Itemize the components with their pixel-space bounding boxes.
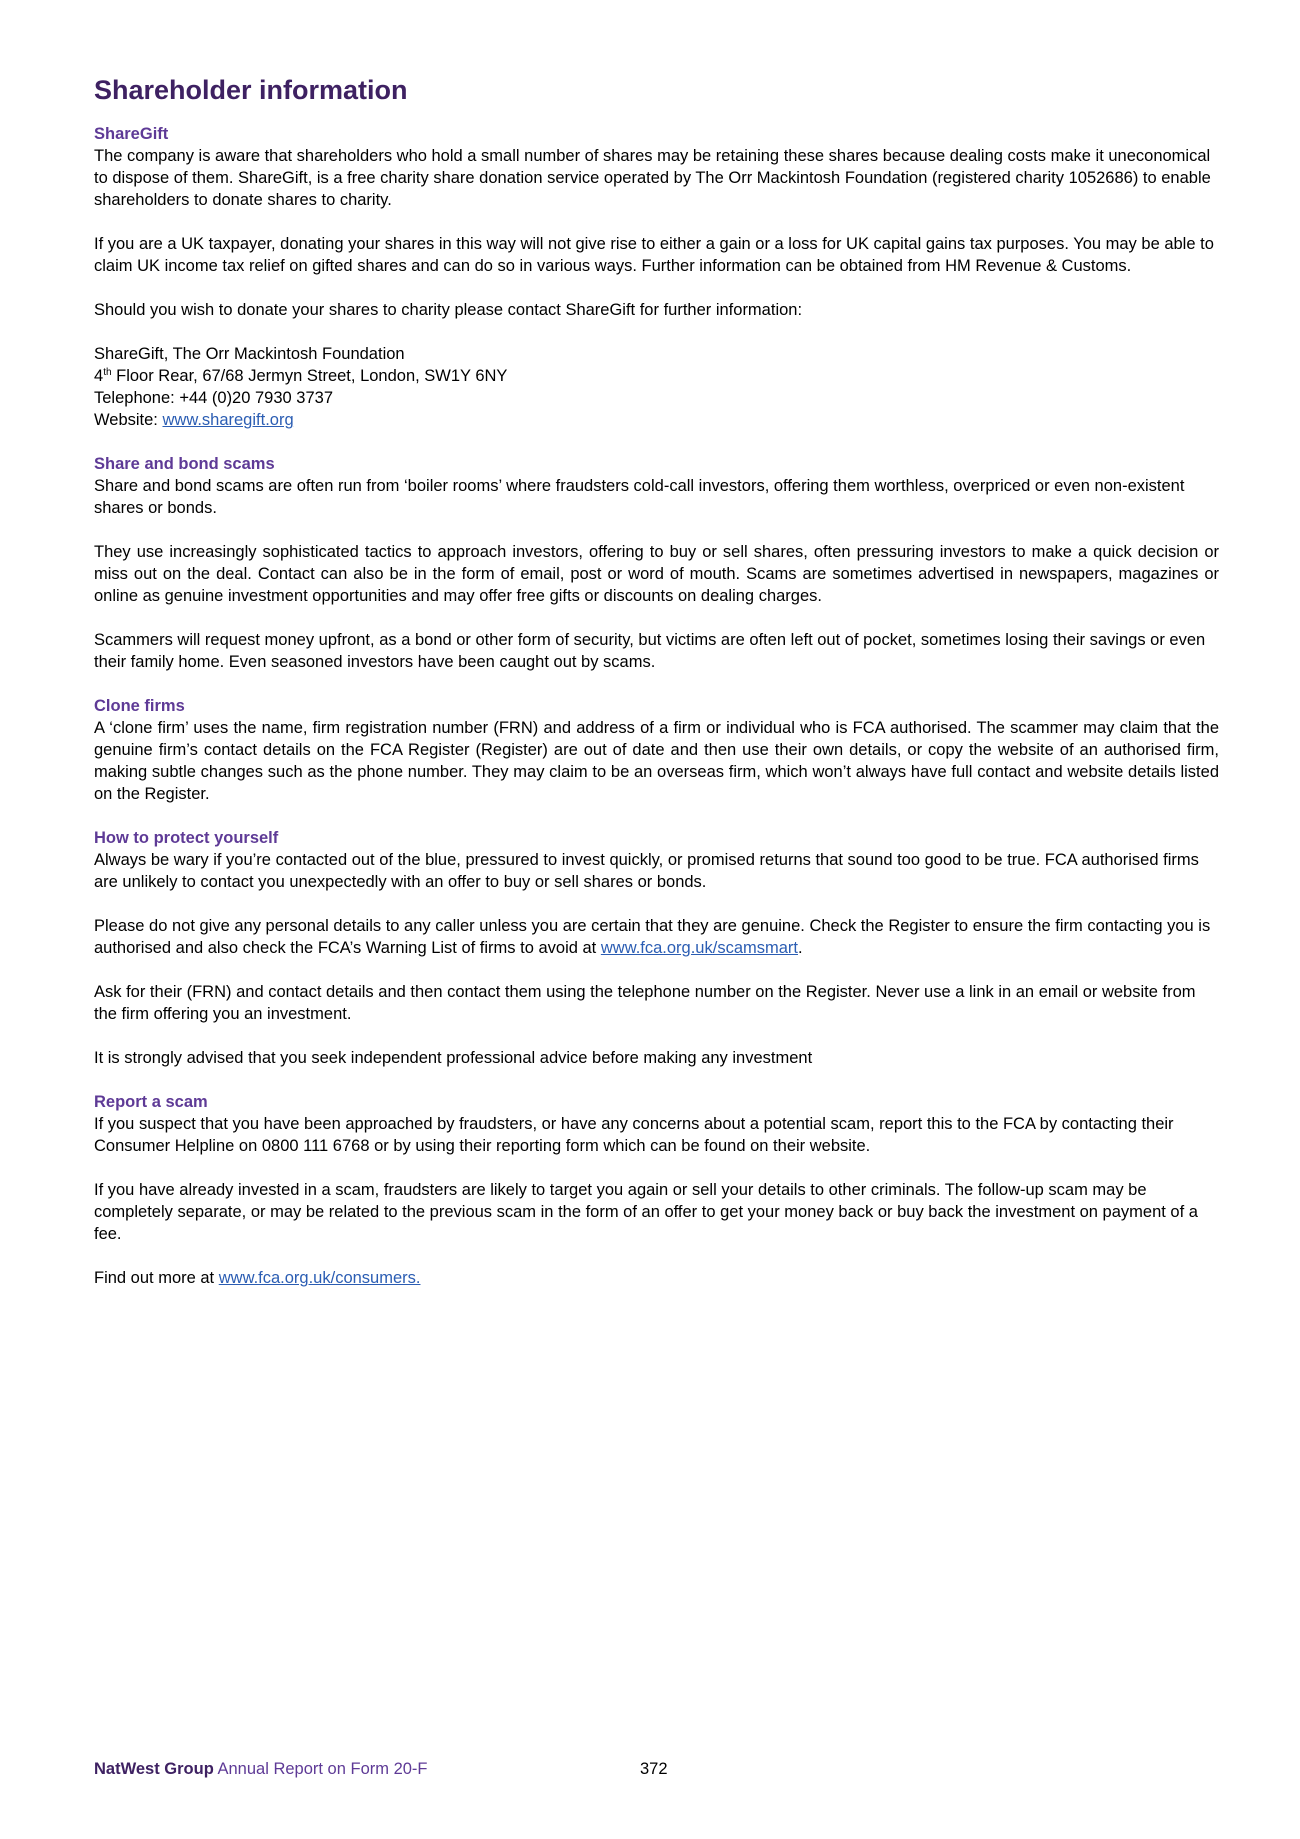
scams-paragraph-1: Share and bond scams are often run from ‘boiler rooms’ where fraudsters cold-call investors, offering them worthless, overpriced or even non-existent shares or bonds. <box>94 477 1185 518</box>
website-label: Website: <box>94 411 163 430</box>
scamsmart-link[interactable]: www.fca.org.uk/scamsmart <box>600 939 798 958</box>
protect-paragraph-1: Always be wary if you’re contacted out of the blue, pressured to invest quickly, or promised returns that sound too good to be true. FCA authorised firms are unlikely to contact you unexpectedly with an offer to buy or sell shares or bonds. <box>94 851 1199 892</box>
address-floor-suffix: th <box>103 367 112 379</box>
protect-paragraph-3: Ask for their (FRN) and contact details and then contact them using the telephone number on the Register. Never use a link in an email or website from the firm offering you an investment. <box>94 983 1196 1024</box>
sharegift-address <box>94 343 1219 431</box>
report-section <box>94 1091 1219 1289</box>
scams-section <box>94 453 1219 673</box>
report-paragraph-2: If you have already invested in a scam, fraudsters are likely to target you again or sell your details to other criminals. The follow-up scam may be completely separate, or may be related to the previous scam in the form of an offer to get your money back or buy back the investment on payment of a fee. <box>94 1181 1198 1244</box>
page-number: 372 <box>640 1760 668 1778</box>
report-paragraph-1: If you suspect that you have been approached by fraudsters, or have any concerns about a potential scam, report this to the FCA by contacting their Consumer Helpline on 0800 111 6768 or by using their reporting form which can be found on their website. <box>94 1115 1174 1156</box>
page-content <box>94 74 1219 1311</box>
address-name: ShareGift, The Orr Mackintosh Foundation <box>94 345 405 364</box>
protect-paragraph-2-text: Please do not give any personal details to any caller unless you are certain that they are genuine. Check the Register to ensure the firm contacting you is authorised and also check the FCA’s Warning List of firms to avoid at <box>94 917 1211 958</box>
report-paragraph-3-text: Find out more at <box>94 1269 219 1288</box>
protect-section <box>94 827 1219 1069</box>
scams-paragraph-2: They use increasingly sophisticated tactics to approach investors, offering to buy or sell shares, often pressuring investors to make a quick decision or miss out on the deal. Contact can also be in the form of email, post or word of mouth. Scams are sometimes advertised in newspapers, magazines or online as genuine investment opportunities and may offer free gifts or discounts on dealing charges. <box>94 543 1219 606</box>
clone-heading: Clone firms <box>94 697 185 716</box>
protect-paragraph-4: It is strongly advised that you seek independent professional advice before making any investment <box>94 1049 813 1068</box>
page-footer <box>94 1758 1219 1780</box>
clone-section <box>94 695 1219 805</box>
sharegift-paragraph-3: Should you wish to donate your shares to charity please contact ShareGift for further information: <box>94 301 803 320</box>
scams-paragraph-3: Scammers will request money upfront, as a bond or other form of security, but victims are often left out of pocket, sometimes losing their savings or even their family home. Even seasoned investors have been caught out by scams. <box>94 631 1206 672</box>
consumers-link[interactable]: www.fca.org.uk/consumers. <box>218 1269 421 1288</box>
sharegift-paragraph-1: The company is aware that shareholders who hold a small number of shares may be retaining these shares because dealing costs make it uneconomical to dispose of them. ShareGift, is a free charity share donation service operated by The Orr Mackintosh Foundation (registered charity 1052686) to enable shareholders to donate shares to charity. <box>94 147 1211 210</box>
report-heading: Report a scam <box>94 1093 208 1112</box>
page-title: Shareholder information <box>94 75 408 105</box>
protect-paragraph-2 <box>94 915 1219 959</box>
address-floor-number: 4 <box>94 367 104 386</box>
scams-heading: Share and bond scams <box>94 455 275 474</box>
sharegift-section <box>94 123 1219 431</box>
protect-paragraph-2-end: . <box>798 939 803 958</box>
sharegift-paragraph-2: If you are a UK taxpayer, donating your shares in this way will not give rise to either a gain or a loss for UK capital gains tax purposes. You may be able to claim UK income tax relief on gifted shares and can do so in various ways. Further information can be obtained from HM Revenue & Customs. <box>94 235 1214 276</box>
address-telephone: Telephone: +44 (0)20 7930 3737 <box>94 389 333 408</box>
sharegift-website-link[interactable]: www.sharegift.org <box>162 411 294 430</box>
protect-heading: How to protect yourself <box>94 829 279 848</box>
address-website <box>94 409 1219 431</box>
address-line <box>94 365 1219 387</box>
address-street: Floor Rear, 67/68 Jermyn Street, London, SW1Y 6NY <box>116 367 508 386</box>
sharegift-heading: ShareGift <box>94 125 169 144</box>
report-paragraph-3 <box>94 1267 1219 1289</box>
clone-paragraph-1: A ‘clone firm’ uses the name, firm registration number (FRN) and address of a firm or individual who is FCA authorised. The scammer may claim that the genuine firm’s contact details on the FCA Register (Register) are out of date and then use their own details, or copy the website of an authorised firm, making subtle changes such as the phone number. They may claim to be an overseas firm, which won’t always have full contact and website details listed on the Register. <box>94 719 1219 804</box>
footer-document-title: Annual Report on Form 20-F <box>217 1760 428 1778</box>
footer-brand: NatWest Group <box>94 1760 214 1778</box>
